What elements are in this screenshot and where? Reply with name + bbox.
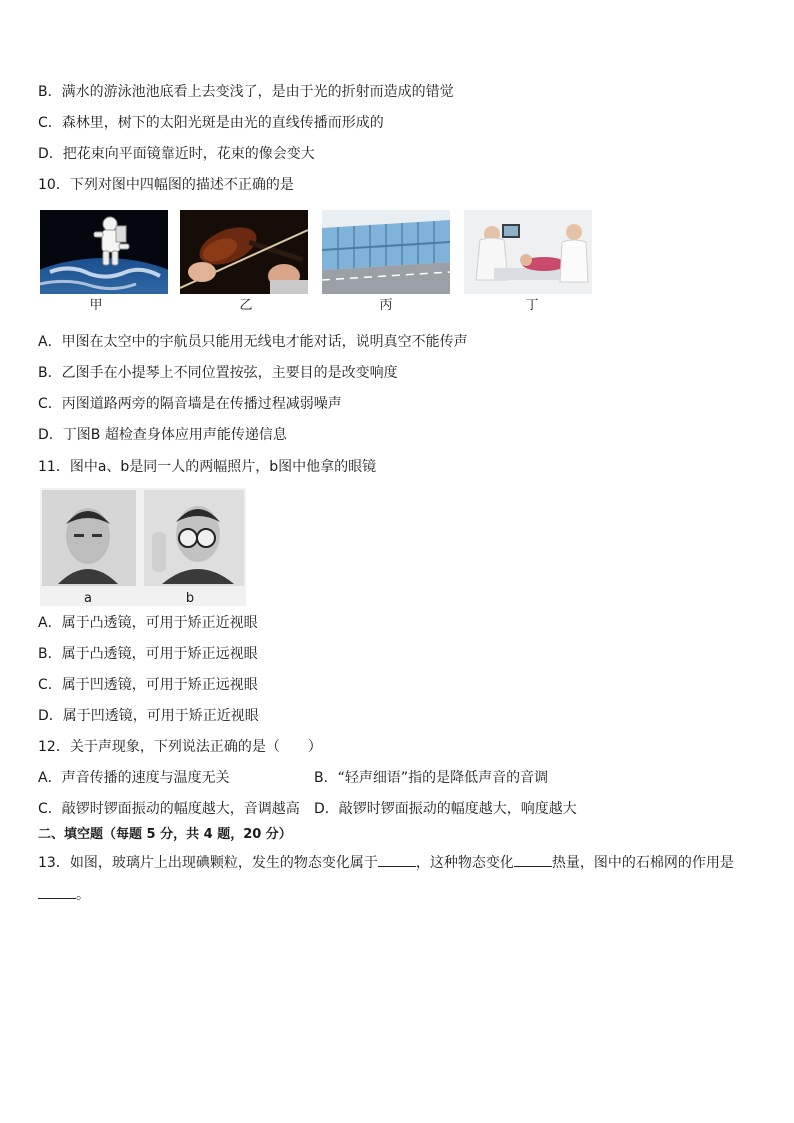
- b-ultrasound-exam-photo: [464, 210, 592, 294]
- caption-a: a: [84, 591, 92, 606]
- caption-bing: 丙: [379, 298, 393, 313]
- section-heading-fill-in: 二、填空题（每题 5 分，共 4 题，20 分）: [38, 827, 292, 842]
- q9-option-d: D．把花束向平面镜靠近时，花束的像会变大: [38, 146, 315, 162]
- q11-option-c: C．属于凹透镜，可用于矫正远视眼: [38, 677, 258, 693]
- q13-text-part2: ，这种物态变化: [415, 855, 514, 871]
- violin-playing-photo: [180, 210, 308, 294]
- highway-sound-barrier-photo: [322, 210, 450, 294]
- q9-option-c: C．森林里，树下的太阳光斑是由光的直线传播而形成的: [38, 115, 384, 131]
- q11-photo-pair: [40, 488, 246, 606]
- astronaut-in-space-photo: [40, 210, 168, 294]
- caption-jia: 甲: [89, 298, 103, 313]
- q10-stem: 10．下列对图中四幅图的描述不正确的是: [38, 177, 294, 193]
- q10-option-a: A．甲图在太空中的宇航员只能用无线电才能对话，说明真空不能传声: [38, 334, 468, 350]
- q13-text-part3: 热量，图中的石棉网的作用是: [551, 855, 734, 871]
- man-portrait-photo: [42, 490, 136, 586]
- q13-text-part1: 13．如图，玻璃片上出现碘颗粒，发生的物态变化属于: [38, 855, 378, 871]
- q11-stem: 11．图中a、b是同一人的两幅照片，b图中他拿的眼镜: [38, 459, 377, 475]
- q12-option-d: D．敲锣时锣面振动的幅度越大，响度越大: [314, 801, 577, 817]
- man-holding-glasses-photo: [144, 490, 244, 586]
- q9-option-b: B．满水的游泳池池底看上去变浅了，是由于光的折射而造成的错觉: [38, 84, 454, 100]
- q12-option-a: A．声音传播的速度与温度无关: [38, 770, 230, 786]
- q13-line-2: [38, 884, 90, 904]
- q13-text-part4: 。: [76, 887, 90, 903]
- q13-blank-3[interactable]: [38, 884, 76, 899]
- caption-yi: 乙: [239, 298, 253, 313]
- q12-stem: 12．关于声现象，下列说法正确的是（ ）: [38, 739, 322, 755]
- q10-option-d: D．丁图B 超检查身体应用声能传递信息: [38, 427, 287, 443]
- q13-blank-2[interactable]: [514, 852, 552, 867]
- q11-option-b: B．属于凸透镜，可用于矫正远视眼: [38, 646, 258, 662]
- q12-option-b: B．“轻声细语”指的是降低声音的音调: [314, 770, 549, 786]
- caption-ding: 丁: [525, 298, 539, 313]
- q13-blank-1[interactable]: [378, 852, 416, 867]
- q10-option-b: B．乙图手在小提琴上不同位置按弦，主要目的是改变响度: [38, 365, 398, 381]
- q11-option-d: D．属于凹透镜，可用于矫正近视眼: [38, 708, 259, 724]
- q13-line-1: [38, 852, 734, 872]
- q11-option-a: A．属于凸透镜，可用于矫正近视眼: [38, 615, 258, 631]
- q10-option-c: C．丙图道路两旁的隔音墙是在传播过程减弱噪声: [38, 396, 342, 412]
- q12-option-c: C．敲锣时锣面振动的幅度越大，音调越高: [38, 801, 300, 817]
- caption-b: b: [185, 591, 195, 606]
